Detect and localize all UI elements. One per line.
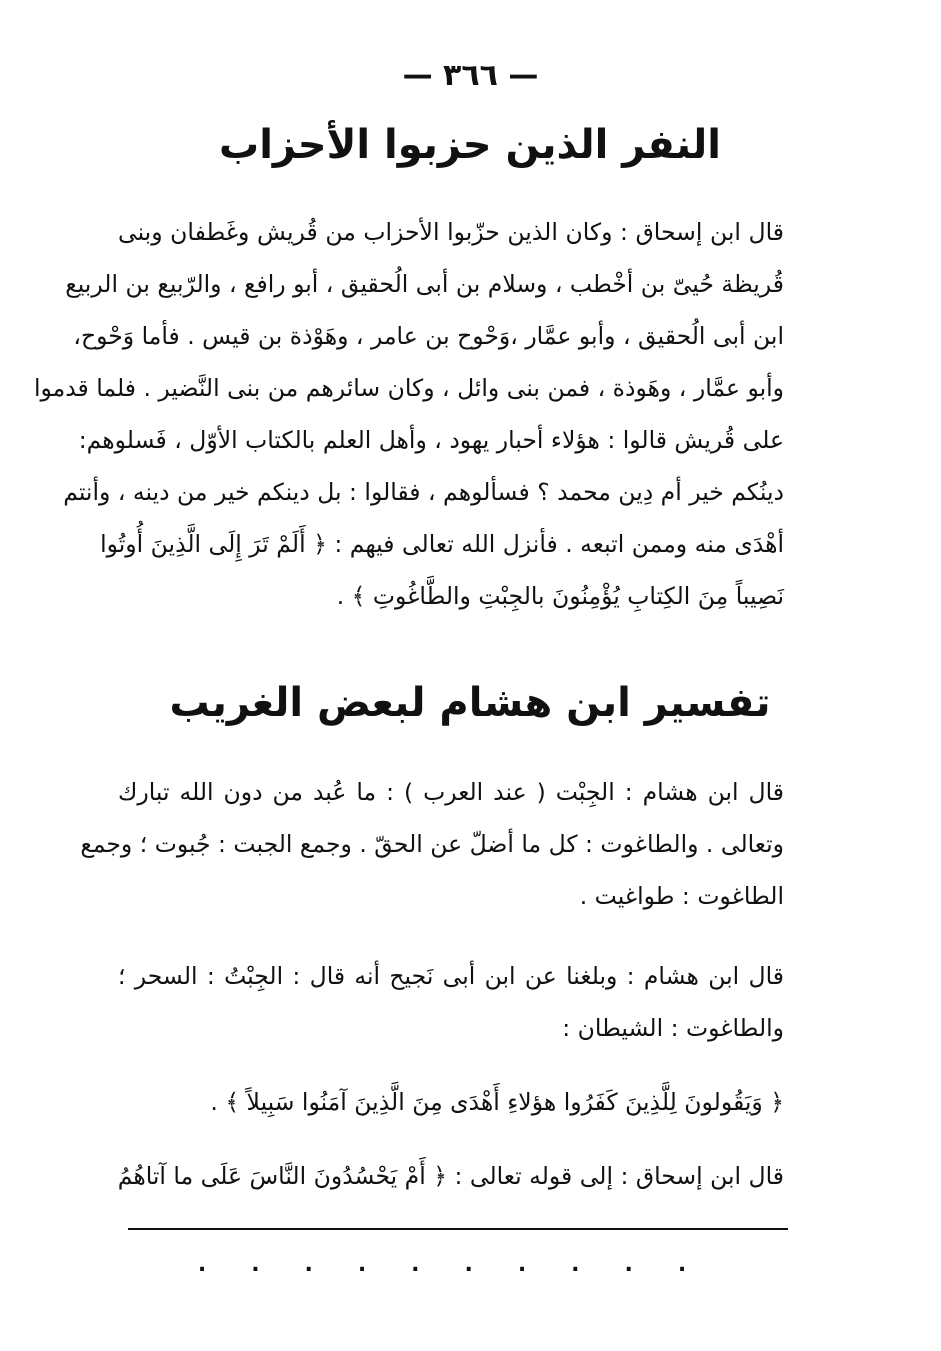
text-line: وتعالى . والطاغوت : كل ما أضلّ عن الحقّ . وجمع الجبت : جُبوت ؛ وجمع: [80, 830, 784, 858]
text-line: قال ابن إسحاق : إلى قوله تعالى : ﴿ أَمْ يَحْسُدُونَ النَّاسَ عَلَى ما آتاهُمُ: [117, 1162, 784, 1190]
footnote-dots: [192, 1252, 692, 1277]
dot: .: [624, 1252, 633, 1277]
dot: .: [357, 1252, 367, 1277]
paragraph-ibn-ishaq-confederates: [33, 206, 784, 622]
text-line: قال ابن هشام : وبلغنا عن ابن أبى نَجيح أنه قال : الجِبْتُ : السحر ؛: [118, 962, 784, 990]
quran-verse: [118, 1076, 784, 1128]
text-line: وأبو عمَّار ، وهَوذة ، فمن بنى وائل ، وكان سائرهم من بنى النَّضير . فلما قدموا: [33, 374, 784, 402]
dot: .: [464, 1252, 473, 1277]
text-line: قال ابن هشام : الجِبْت ( عند العرب ) : ما عُبد من دون الله تبارك: [118, 778, 784, 806]
text-line: على قُريش قالوا : هؤلاء أحبار يهود ، وأهل العلم بالكتاب الأوّل ، فَسلوهم:: [78, 426, 784, 454]
footnote-separator: [128, 1228, 788, 1230]
dot: .: [304, 1252, 313, 1277]
verse-line: ﴿ وَيَقُولونَ لِلَّذِينَ كَفَرُوا هؤلاءِ أَهْدَى مِنَ الَّذِينَ آمَنُوا سَبِيلاً ﴾ .: [210, 1088, 784, 1116]
paragraph-ibn-abi-najih: [118, 950, 784, 1054]
dot: .: [251, 1252, 260, 1277]
dot: .: [571, 1252, 580, 1277]
dot: .: [197, 1252, 207, 1277]
text-line: قُريظة حُيىّ بن أخْطب ، وسلام بن أبى الُحقيق ، أبو رافع ، والرّبيع بن الربيع: [65, 270, 784, 298]
paragraph-ibn-hisham-jibt: [80, 766, 784, 922]
dot: .: [517, 1252, 527, 1277]
section-heading-confederates: النفر الذين حزبوا الأحزاب: [219, 122, 721, 168]
text-line: أهْدَى منه وممن اتبعه . فأنزل الله تعالى فيهم : ﴿ أَلَمْ تَرَ إِلَى الَّذِينَ أُوتُوا: [100, 530, 784, 558]
section-heading-ibn-hisham-glossary: تفسير ابن هشام لبعض الغريب: [169, 680, 771, 726]
text-line: الطاغوت : طواغيت .: [579, 882, 784, 910]
paragraph-ibn-ishaq-continuation: [118, 1150, 784, 1202]
text-line: دينُكم خير أم دِين محمد ؟ فسألوهم ، فقالوا : بل دينكم خير من دينه ، وأنتم: [63, 478, 784, 506]
text-line: قال ابن إسحاق : وكان الذين حزّبوا الأحزاب من قُريش وغَطفان وبنى: [118, 218, 784, 246]
text-line: نَصِيباً مِنَ الكِتابِ يُؤْمِنُونَ بالجِبْتِ والطَّاغُوتِ ﴾ .: [336, 582, 784, 610]
dot: .: [677, 1252, 687, 1277]
text-line: ابن أبى الُحقيق ، وأبو عمَّار ،وَحْوح بن عامر ، وهَوْذة بن قيس . فأما وَحْوح،: [73, 322, 784, 350]
dot: .: [411, 1252, 420, 1277]
page-number: — ٣٦٦ —: [402, 58, 539, 93]
text-line: والطاغوت : الشيطان :: [562, 1014, 784, 1042]
